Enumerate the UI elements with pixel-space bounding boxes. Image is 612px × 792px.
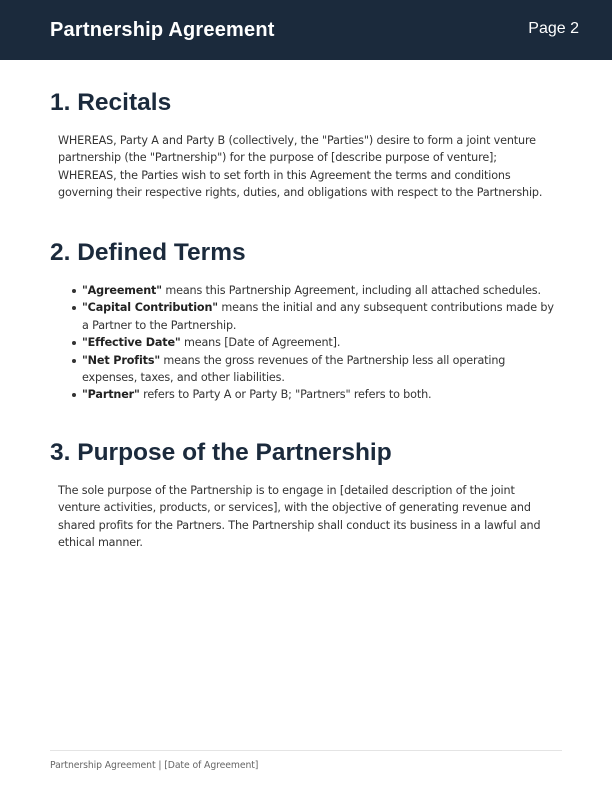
footer-text: Partnership Agreement | [Date of Agreement]	[50, 760, 259, 771]
term-definition: means the gross revenues of the Partnership less all operating expenses, taxes, and other liabilities.	[82, 353, 506, 385]
section-heading-defined-terms: 2. Defined Terms	[50, 239, 246, 266]
term-name: "Net Profits"	[82, 353, 161, 367]
document-title: Partnership Agreement	[50, 19, 275, 41]
section-purpose	[50, 438, 562, 552]
list-item	[82, 334, 562, 351]
section-heading-purpose: 3. Purpose of the Partnership	[50, 439, 392, 466]
term-definition: means this Partnership Agreement, including all attached schedules.	[161, 284, 541, 297]
list-item	[82, 386, 562, 403]
recitals-paragraph: WHEREAS, Party A and Party B (collectively, the "Parties") desire to form a joint venture partnership (the "Partnership") for the purpose of [describe purpose of venture]; WHEREAS, the Parties wish to set forth in this Agreement the terms and conditions governing their respective rights, duties, and obligations with respect to the Partnership.	[58, 134, 543, 200]
list-item	[82, 352, 562, 387]
purpose-paragraph: The sole purpose of the Partnership is to engage in [detailed description of the joint venture activities, products, or services], with the objective of generating revenue and shared profits for the Partners. The Partnership shall conduct its business in a lawful and ethical manner.	[58, 484, 541, 550]
document-header	[0, 0, 612, 60]
term-definition: means [Date of Agreement].	[180, 336, 341, 350]
term-name: "Effective Date"	[82, 336, 181, 350]
list-item	[82, 299, 562, 334]
term-definition: means the initial and any subsequent contributions made by a Partner to the Partnership.	[82, 301, 554, 332]
section-heading-recitals: 1. Recitals	[50, 89, 172, 116]
footer-divider	[50, 750, 562, 751]
section-recitals	[50, 88, 562, 202]
section-defined-terms	[50, 238, 562, 404]
defined-terms-list	[50, 282, 562, 404]
term-name: "Agreement"	[82, 284, 162, 297]
list-item	[82, 282, 562, 299]
term-definition: refers to Party A or Party B; "Partners" refers to both.	[139, 388, 432, 402]
page-number: Page 2	[528, 20, 579, 37]
term-name: "Partner"	[82, 388, 140, 402]
term-name: "Capital Contribution"	[82, 301, 218, 315]
